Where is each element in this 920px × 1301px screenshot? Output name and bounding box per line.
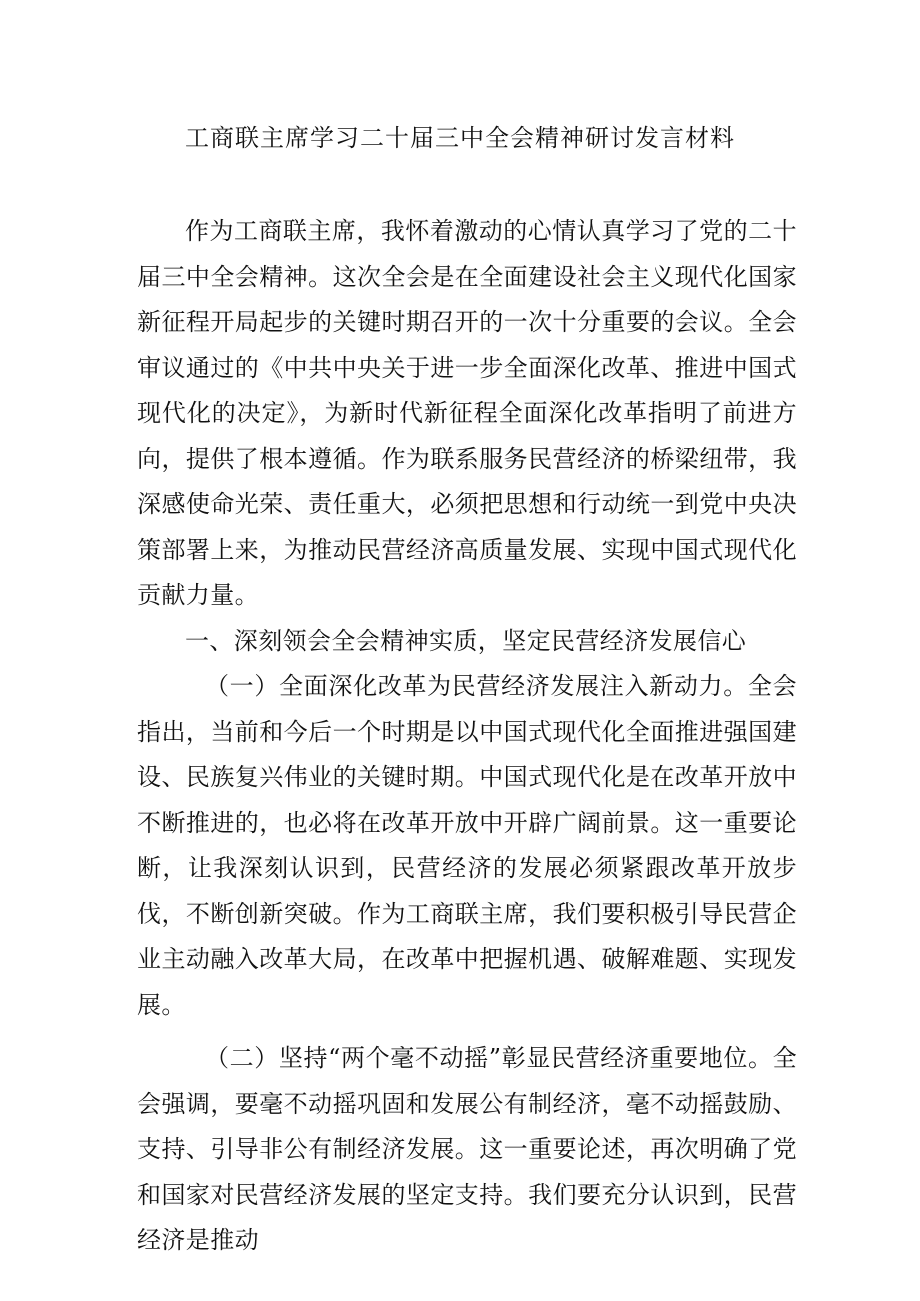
subsection-1-paragraph: （一）全面深化改革为民营经济发展注入新动力。全会指出，当前和今后一个时期是以中国式现代化全面推进强国建设、民族复兴伟业的关键时期。中国式现代化是在改革开放中不断推进的，也必将在改革开放中开辟广阔前景。这一重要论断，让我深刻认识到，民营经济的发展必须紧跟改革开放步伐，不断创新突破。作为工商联主席，我们要积极引导民营企业主动融入改革大局，在改革中把握机遇、破解难题、实现发展。: [137, 672, 797, 1019]
paragraph-spacer: [137, 1028, 797, 1036]
intro-paragraph: 作为工商联主席，我怀着激动的心情认真学习了党的二十届三中全会精神。这次全会是在全面建设社会主义现代化国家新征程开局起步的关键时期召开的一次十分重要的会议。全会审议通过的《中共中央关于进一步全面深化改革、推进中国式现代化的决定》，为新时代新征程全面深化改革指明了前进方向，提供了根本遵循。作为联系服务民营经济的桥梁纽带，我深感使命光荣、责任重大，必须把思想和行动统一到党中央决策部署上来，为推动民营经济高质量发展、实现中国式现代化贡献力量。: [137, 217, 797, 609]
document-body: [137, 209, 797, 1264]
document-title: 工商联主席学习二十届三中全会精神研讨发言材料: [185, 124, 735, 152]
subsection-2-paragraph: （二）坚持“两个毫不动摇”彰显民营经济重要地位。全会强调，要毫不动摇巩固和发展公有制经济，毫不动摇鼓励、支持、引导非公有制经济发展。这一重要论述，再次明确了党和国家对民营经济发展的坚定支持。我们要充分认识到，民营经济是推动: [137, 1044, 797, 1254]
section-1-heading: 一、深刻领会全会精神实质，坚定民营经济发展信心: [185, 626, 747, 655]
